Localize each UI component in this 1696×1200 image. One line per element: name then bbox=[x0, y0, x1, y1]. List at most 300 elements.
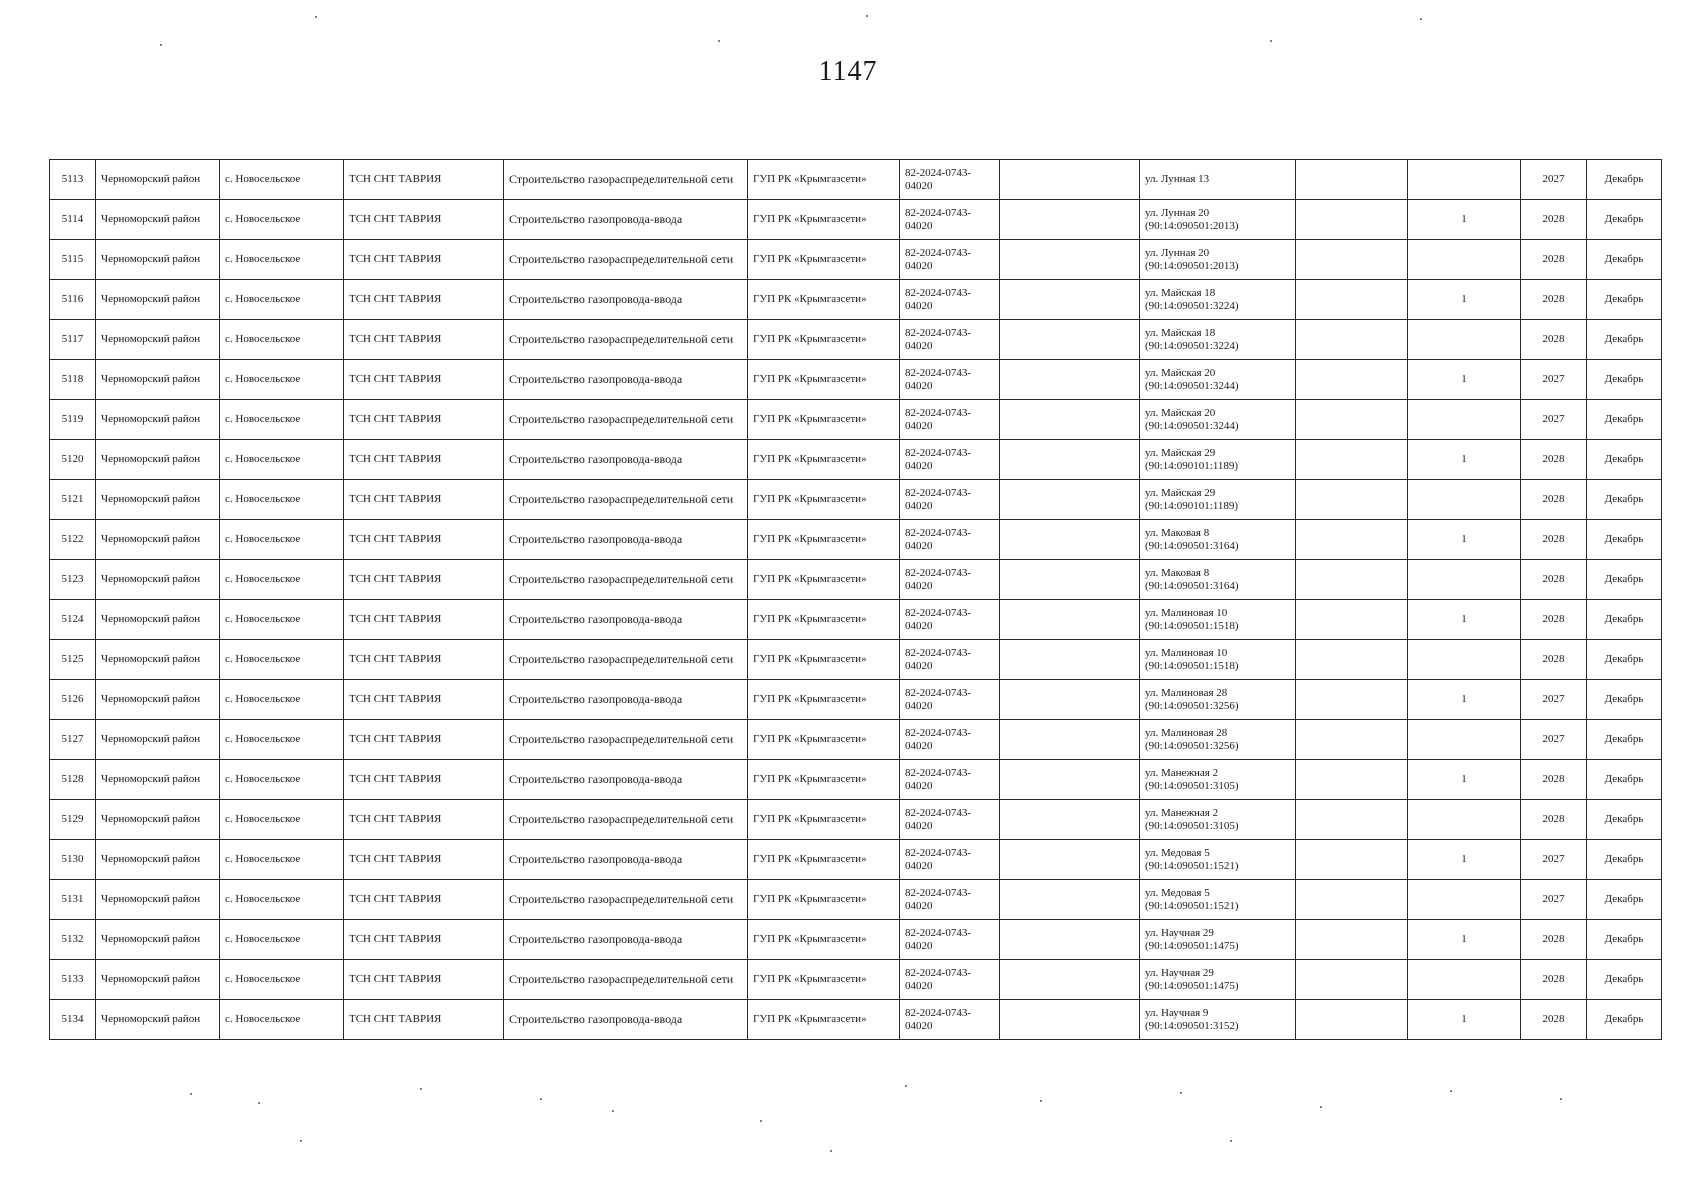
table-row bbox=[50, 1000, 1662, 1040]
work-type-cell: Строительство газопровода-ввода bbox=[504, 520, 748, 560]
quantity-cell: 1 bbox=[1408, 360, 1521, 400]
blank-cell bbox=[1000, 760, 1140, 800]
scan-speck bbox=[1420, 18, 1422, 20]
month-cell: Декабрь bbox=[1587, 720, 1662, 760]
blank-cell bbox=[1000, 480, 1140, 520]
row-number-cell: 5125 bbox=[50, 640, 96, 680]
code-cell: 82-2024-0743-04020 bbox=[900, 920, 1000, 960]
organization-cell: ТСН СНТ ТАВРИЯ bbox=[344, 200, 504, 240]
code-cell: 82-2024-0743-04020 bbox=[900, 440, 1000, 480]
organization-cell: ТСН СНТ ТАВРИЯ bbox=[344, 440, 504, 480]
year-cell: 2027 bbox=[1521, 880, 1587, 920]
village-cell: с. Новосельское bbox=[220, 280, 344, 320]
village-cell: с. Новосельское bbox=[220, 440, 344, 480]
year-cell: 2028 bbox=[1521, 280, 1587, 320]
scan-speck bbox=[1180, 1092, 1182, 1094]
year-cell: 2028 bbox=[1521, 800, 1587, 840]
row-number-cell: 5131 bbox=[50, 880, 96, 920]
scan-speck bbox=[718, 40, 720, 42]
work-type-cell: Строительство газопровода-ввода bbox=[504, 840, 748, 880]
quantity-cell bbox=[1408, 880, 1521, 920]
work-type-cell: Строительство газораспределительной сети bbox=[504, 400, 748, 440]
quantity-cell bbox=[1408, 800, 1521, 840]
scan-speck bbox=[300, 1140, 302, 1142]
table-row bbox=[50, 840, 1662, 880]
month-cell: Декабрь bbox=[1587, 600, 1662, 640]
year-cell: 2028 bbox=[1521, 240, 1587, 280]
year-cell: 2028 bbox=[1521, 600, 1587, 640]
operator-cell: ГУП РК «Крымгазсети» bbox=[748, 320, 900, 360]
month-cell: Декабрь bbox=[1587, 320, 1662, 360]
row-number-cell: 5113 bbox=[50, 160, 96, 200]
village-cell: с. Новосельское bbox=[220, 800, 344, 840]
scan-speck bbox=[315, 16, 317, 18]
village-cell: с. Новосельское bbox=[220, 200, 344, 240]
scan-speck bbox=[1230, 1140, 1232, 1142]
village-cell: с. Новосельское bbox=[220, 520, 344, 560]
work-type-cell: Строительство газопровода-ввода bbox=[504, 360, 748, 400]
quantity-cell bbox=[1408, 320, 1521, 360]
blank-cell bbox=[1296, 200, 1408, 240]
village-cell: с. Новосельское bbox=[220, 160, 344, 200]
month-cell: Декабрь bbox=[1587, 280, 1662, 320]
work-type-cell: Строительство газораспределительной сети bbox=[504, 160, 748, 200]
district-cell: Черноморский район bbox=[96, 760, 220, 800]
quantity-cell: 1 bbox=[1408, 1000, 1521, 1040]
blank-cell bbox=[1296, 920, 1408, 960]
month-cell: Декабрь bbox=[1587, 640, 1662, 680]
row-number-cell: 5133 bbox=[50, 960, 96, 1000]
quantity-cell: 1 bbox=[1408, 280, 1521, 320]
blank-cell bbox=[1296, 720, 1408, 760]
work-type-cell: Строительство газопровода-ввода bbox=[504, 280, 748, 320]
month-cell: Декабрь bbox=[1587, 200, 1662, 240]
district-cell: Черноморский район bbox=[96, 960, 220, 1000]
year-cell: 2028 bbox=[1521, 560, 1587, 600]
scan-speck bbox=[1450, 1090, 1452, 1092]
blank-cell bbox=[1296, 280, 1408, 320]
blank-cell bbox=[1296, 600, 1408, 640]
month-cell: Декабрь bbox=[1587, 840, 1662, 880]
month-cell: Декабрь bbox=[1587, 400, 1662, 440]
table-row bbox=[50, 200, 1662, 240]
code-cell: 82-2024-0743-04020 bbox=[900, 480, 1000, 520]
quantity-cell bbox=[1408, 640, 1521, 680]
row-number-cell: 5128 bbox=[50, 760, 96, 800]
year-cell: 2027 bbox=[1521, 720, 1587, 760]
address-cell: ул. Майская 18 (90:14:090501:3224) bbox=[1140, 320, 1296, 360]
row-number-cell: 5130 bbox=[50, 840, 96, 880]
year-cell: 2028 bbox=[1521, 520, 1587, 560]
operator-cell: ГУП РК «Крымгазсети» bbox=[748, 800, 900, 840]
village-cell: с. Новосельское bbox=[220, 960, 344, 1000]
table-row bbox=[50, 400, 1662, 440]
address-cell: ул. Лунная 20 (90:14:090501:2013) bbox=[1140, 200, 1296, 240]
scan-speck bbox=[540, 1098, 542, 1100]
blank-cell bbox=[1296, 520, 1408, 560]
work-type-cell: Строительство газопровода-ввода bbox=[504, 200, 748, 240]
operator-cell: ГУП РК «Крымгазсети» bbox=[748, 480, 900, 520]
blank-cell bbox=[1296, 680, 1408, 720]
organization-cell: ТСН СНТ ТАВРИЯ bbox=[344, 800, 504, 840]
work-type-cell: Строительство газопровода-ввода bbox=[504, 440, 748, 480]
month-cell: Декабрь bbox=[1587, 760, 1662, 800]
scan-speck bbox=[760, 1120, 762, 1122]
operator-cell: ГУП РК «Крымгазсети» bbox=[748, 960, 900, 1000]
table-row bbox=[50, 960, 1662, 1000]
code-cell: 82-2024-0743-04020 bbox=[900, 680, 1000, 720]
table-row bbox=[50, 240, 1662, 280]
quantity-cell: 1 bbox=[1408, 840, 1521, 880]
month-cell: Декабрь bbox=[1587, 680, 1662, 720]
blank-cell bbox=[1296, 1000, 1408, 1040]
address-cell: ул. Майская 20 (90:14:090501:3244) bbox=[1140, 400, 1296, 440]
address-cell: ул. Научная 29 (90:14:090501:1475) bbox=[1140, 960, 1296, 1000]
address-cell: ул. Манежная 2 (90:14:090501:3105) bbox=[1140, 760, 1296, 800]
year-cell: 2028 bbox=[1521, 960, 1587, 1000]
month-cell: Декабрь bbox=[1587, 520, 1662, 560]
blank-cell bbox=[1000, 440, 1140, 480]
table-row bbox=[50, 680, 1662, 720]
village-cell: с. Новосельское bbox=[220, 760, 344, 800]
address-cell: ул. Малиновая 10 (90:14:090501:1518) bbox=[1140, 600, 1296, 640]
blank-cell bbox=[1296, 880, 1408, 920]
operator-cell: ГУП РК «Крымгазсети» bbox=[748, 560, 900, 600]
quantity-cell bbox=[1408, 480, 1521, 520]
scan-speck bbox=[160, 44, 162, 46]
blank-cell bbox=[1000, 200, 1140, 240]
address-cell: ул. Маковая 8 (90:14:090501:3164) bbox=[1140, 520, 1296, 560]
row-number-cell: 5127 bbox=[50, 720, 96, 760]
code-cell: 82-2024-0743-04020 bbox=[900, 520, 1000, 560]
district-cell: Черноморский район bbox=[96, 240, 220, 280]
work-type-cell: Строительство газораспределительной сети bbox=[504, 320, 748, 360]
code-cell: 82-2024-0743-04020 bbox=[900, 200, 1000, 240]
village-cell: с. Новосельское bbox=[220, 680, 344, 720]
district-cell: Черноморский район bbox=[96, 480, 220, 520]
row-number-cell: 5115 bbox=[50, 240, 96, 280]
operator-cell: ГУП РК «Крымгазсети» bbox=[748, 360, 900, 400]
address-cell: ул. Майская 18 (90:14:090501:3224) bbox=[1140, 280, 1296, 320]
address-cell: ул. Майская 29 (90:14:090101:1189) bbox=[1140, 480, 1296, 520]
work-type-cell: Строительство газораспределительной сети bbox=[504, 240, 748, 280]
address-cell: ул. Медовая 5 (90:14:090501:1521) bbox=[1140, 840, 1296, 880]
blank-cell bbox=[1296, 440, 1408, 480]
district-cell: Черноморский район bbox=[96, 440, 220, 480]
quantity-cell: 1 bbox=[1408, 600, 1521, 640]
organization-cell: ТСН СНТ ТАВРИЯ bbox=[344, 160, 504, 200]
address-cell: ул. Научная 9 (90:14:090501:3152) bbox=[1140, 1000, 1296, 1040]
blank-cell bbox=[1296, 960, 1408, 1000]
address-cell: ул. Медовая 5 (90:14:090501:1521) bbox=[1140, 880, 1296, 920]
code-cell: 82-2024-0743-04020 bbox=[900, 800, 1000, 840]
table-row bbox=[50, 560, 1662, 600]
year-cell: 2027 bbox=[1521, 160, 1587, 200]
blank-cell bbox=[1000, 680, 1140, 720]
blank-cell bbox=[1000, 960, 1140, 1000]
organization-cell: ТСН СНТ ТАВРИЯ bbox=[344, 360, 504, 400]
blank-cell bbox=[1000, 160, 1140, 200]
operator-cell: ГУП РК «Крымгазсети» bbox=[748, 840, 900, 880]
organization-cell: ТСН СНТ ТАВРИЯ bbox=[344, 560, 504, 600]
blank-cell bbox=[1296, 640, 1408, 680]
code-cell: 82-2024-0743-04020 bbox=[900, 720, 1000, 760]
row-number-cell: 5124 bbox=[50, 600, 96, 640]
table-row bbox=[50, 920, 1662, 960]
table-row bbox=[50, 880, 1662, 920]
district-cell: Черноморский район bbox=[96, 840, 220, 880]
blank-cell bbox=[1000, 1000, 1140, 1040]
district-cell: Черноморский район bbox=[96, 400, 220, 440]
row-number-cell: 5121 bbox=[50, 480, 96, 520]
row-number-cell: 5119 bbox=[50, 400, 96, 440]
scan-speck bbox=[830, 1150, 832, 1152]
month-cell: Декабрь bbox=[1587, 960, 1662, 1000]
work-type-cell: Строительство газораспределительной сети bbox=[504, 480, 748, 520]
table-body bbox=[50, 160, 1662, 1040]
work-type-cell: Строительство газопровода-ввода bbox=[504, 1000, 748, 1040]
quantity-cell bbox=[1408, 720, 1521, 760]
year-cell: 2027 bbox=[1521, 840, 1587, 880]
operator-cell: ГУП РК «Крымгазсети» bbox=[748, 280, 900, 320]
code-cell: 82-2024-0743-04020 bbox=[900, 840, 1000, 880]
blank-cell bbox=[1000, 920, 1140, 960]
work-type-cell: Строительство газопровода-ввода bbox=[504, 680, 748, 720]
month-cell: Декабрь bbox=[1587, 560, 1662, 600]
blank-cell bbox=[1296, 480, 1408, 520]
year-cell: 2027 bbox=[1521, 360, 1587, 400]
organization-cell: ТСН СНТ ТАВРИЯ bbox=[344, 280, 504, 320]
scan-speck bbox=[905, 1085, 907, 1087]
quantity-cell: 1 bbox=[1408, 680, 1521, 720]
year-cell: 2028 bbox=[1521, 440, 1587, 480]
year-cell: 2028 bbox=[1521, 320, 1587, 360]
table-row bbox=[50, 760, 1662, 800]
year-cell: 2028 bbox=[1521, 640, 1587, 680]
scan-speck bbox=[1560, 1098, 1562, 1100]
code-cell: 82-2024-0743-04020 bbox=[900, 600, 1000, 640]
address-cell: ул. Маковая 8 (90:14:090501:3164) bbox=[1140, 560, 1296, 600]
table-row bbox=[50, 360, 1662, 400]
district-cell: Черноморский район bbox=[96, 200, 220, 240]
blank-cell bbox=[1000, 640, 1140, 680]
operator-cell: ГУП РК «Крымгазсети» bbox=[748, 680, 900, 720]
blank-cell bbox=[1000, 840, 1140, 880]
year-cell: 2028 bbox=[1521, 760, 1587, 800]
row-number-cell: 5120 bbox=[50, 440, 96, 480]
row-number-cell: 5123 bbox=[50, 560, 96, 600]
scan-speck bbox=[866, 15, 868, 17]
district-cell: Черноморский район bbox=[96, 920, 220, 960]
organization-cell: ТСН СНТ ТАВРИЯ bbox=[344, 480, 504, 520]
code-cell: 82-2024-0743-04020 bbox=[900, 960, 1000, 1000]
operator-cell: ГУП РК «Крымгазсети» bbox=[748, 600, 900, 640]
blank-cell bbox=[1296, 760, 1408, 800]
district-cell: Черноморский район bbox=[96, 880, 220, 920]
blank-cell bbox=[1296, 800, 1408, 840]
quantity-cell: 1 bbox=[1408, 520, 1521, 560]
blank-cell bbox=[1000, 280, 1140, 320]
month-cell: Декабрь bbox=[1587, 440, 1662, 480]
blank-cell bbox=[1296, 160, 1408, 200]
table-row bbox=[50, 440, 1662, 480]
year-cell: 2028 bbox=[1521, 200, 1587, 240]
table-row bbox=[50, 600, 1662, 640]
address-cell: ул. Малиновая 10 (90:14:090501:1518) bbox=[1140, 640, 1296, 680]
scan-speck bbox=[1270, 40, 1272, 42]
operator-cell: ГУП РК «Крымгазсети» bbox=[748, 240, 900, 280]
work-type-cell: Строительство газораспределительной сети bbox=[504, 960, 748, 1000]
operator-cell: ГУП РК «Крымгазсети» bbox=[748, 200, 900, 240]
organization-cell: ТСН СНТ ТАВРИЯ bbox=[344, 1000, 504, 1040]
blank-cell bbox=[1296, 560, 1408, 600]
month-cell: Декабрь bbox=[1587, 360, 1662, 400]
address-cell: ул. Научная 29 (90:14:090501:1475) bbox=[1140, 920, 1296, 960]
operator-cell: ГУП РК «Крымгазсети» bbox=[748, 160, 900, 200]
work-type-cell: Строительство газораспределительной сети bbox=[504, 800, 748, 840]
district-cell: Черноморский район bbox=[96, 600, 220, 640]
month-cell: Декабрь bbox=[1587, 160, 1662, 200]
organization-cell: ТСН СНТ ТАВРИЯ bbox=[344, 760, 504, 800]
address-cell: ул. Малиновая 28 (90:14:090501:3256) bbox=[1140, 720, 1296, 760]
row-number-cell: 5134 bbox=[50, 1000, 96, 1040]
table-row bbox=[50, 280, 1662, 320]
scan-speck bbox=[1320, 1106, 1322, 1108]
table-row bbox=[50, 160, 1662, 200]
village-cell: с. Новосельское bbox=[220, 920, 344, 960]
code-cell: 82-2024-0743-04020 bbox=[900, 320, 1000, 360]
blank-cell bbox=[1000, 560, 1140, 600]
quantity-cell bbox=[1408, 400, 1521, 440]
village-cell: с. Новосельское bbox=[220, 480, 344, 520]
blank-cell bbox=[1000, 360, 1140, 400]
address-cell: ул. Манежная 2 (90:14:090501:3105) bbox=[1140, 800, 1296, 840]
quantity-cell bbox=[1408, 960, 1521, 1000]
table-row bbox=[50, 640, 1662, 680]
blank-cell bbox=[1296, 240, 1408, 280]
year-cell: 2028 bbox=[1521, 1000, 1587, 1040]
row-number-cell: 5116 bbox=[50, 280, 96, 320]
district-cell: Черноморский район bbox=[96, 320, 220, 360]
village-cell: с. Новосельское bbox=[220, 560, 344, 600]
quantity-cell: 1 bbox=[1408, 200, 1521, 240]
village-cell: с. Новосельское bbox=[220, 360, 344, 400]
quantity-cell: 1 bbox=[1408, 760, 1521, 800]
table-row bbox=[50, 320, 1662, 360]
month-cell: Декабрь bbox=[1587, 880, 1662, 920]
district-cell: Черноморский район bbox=[96, 1000, 220, 1040]
organization-cell: ТСН СНТ ТАВРИЯ bbox=[344, 920, 504, 960]
organization-cell: ТСН СНТ ТАВРИЯ bbox=[344, 240, 504, 280]
scan-speck bbox=[258, 1102, 260, 1104]
district-cell: Черноморский район bbox=[96, 680, 220, 720]
village-cell: с. Новосельское bbox=[220, 240, 344, 280]
work-type-cell: Строительство газопровода-ввода bbox=[504, 920, 748, 960]
organization-cell: ТСН СНТ ТАВРИЯ bbox=[344, 880, 504, 920]
operator-cell: ГУП РК «Крымгазсети» bbox=[748, 520, 900, 560]
blank-cell bbox=[1000, 320, 1140, 360]
row-number-cell: 5114 bbox=[50, 200, 96, 240]
code-cell: 82-2024-0743-04020 bbox=[900, 280, 1000, 320]
table-row bbox=[50, 480, 1662, 520]
quantity-cell bbox=[1408, 160, 1521, 200]
quantity-cell: 1 bbox=[1408, 440, 1521, 480]
year-cell: 2027 bbox=[1521, 680, 1587, 720]
village-cell: с. Новосельское bbox=[220, 320, 344, 360]
operator-cell: ГУП РК «Крымгазсети» bbox=[748, 720, 900, 760]
row-number-cell: 5126 bbox=[50, 680, 96, 720]
row-number-cell: 5129 bbox=[50, 800, 96, 840]
work-type-cell: Строительство газораспределительной сети bbox=[504, 640, 748, 680]
row-number-cell: 5132 bbox=[50, 920, 96, 960]
work-type-cell: Строительство газопровода-ввода bbox=[504, 600, 748, 640]
scan-speck bbox=[420, 1088, 422, 1090]
quantity-cell bbox=[1408, 240, 1521, 280]
operator-cell: ГУП РК «Крымгазсети» bbox=[748, 640, 900, 680]
month-cell: Декабрь bbox=[1587, 800, 1662, 840]
scan-speck bbox=[612, 1110, 614, 1112]
code-cell: 82-2024-0743-04020 bbox=[900, 640, 1000, 680]
village-cell: с. Новосельское bbox=[220, 840, 344, 880]
row-number-cell: 5118 bbox=[50, 360, 96, 400]
district-cell: Черноморский район bbox=[96, 560, 220, 600]
code-cell: 82-2024-0743-04020 bbox=[900, 880, 1000, 920]
blank-cell bbox=[1000, 880, 1140, 920]
address-cell: ул. Лунная 20 (90:14:090501:2013) bbox=[1140, 240, 1296, 280]
district-cell: Черноморский район bbox=[96, 720, 220, 760]
organization-cell: ТСН СНТ ТАВРИЯ bbox=[344, 400, 504, 440]
work-type-cell: Строительство газораспределительной сети bbox=[504, 560, 748, 600]
address-cell: ул. Майская 29 (90:14:090101:1189) bbox=[1140, 440, 1296, 480]
organization-cell: ТСН СНТ ТАВРИЯ bbox=[344, 960, 504, 1000]
village-cell: с. Новосельское bbox=[220, 880, 344, 920]
operator-cell: ГУП РК «Крымгазсети» bbox=[748, 920, 900, 960]
year-cell: 2028 bbox=[1521, 480, 1587, 520]
village-cell: с. Новосельское bbox=[220, 1000, 344, 1040]
code-cell: 82-2024-0743-04020 bbox=[900, 400, 1000, 440]
code-cell: 82-2024-0743-04020 bbox=[900, 1000, 1000, 1040]
blank-cell bbox=[1000, 600, 1140, 640]
organization-cell: ТСН СНТ ТАВРИЯ bbox=[344, 520, 504, 560]
month-cell: Декабрь bbox=[1587, 240, 1662, 280]
district-cell: Черноморский район bbox=[96, 640, 220, 680]
quantity-cell bbox=[1408, 560, 1521, 600]
district-cell: Черноморский район bbox=[96, 160, 220, 200]
work-type-cell: Строительство газораспределительной сети bbox=[504, 720, 748, 760]
village-cell: с. Новосельское bbox=[220, 400, 344, 440]
blank-cell bbox=[1296, 400, 1408, 440]
district-cell: Черноморский район bbox=[96, 800, 220, 840]
district-cell: Черноморский район bbox=[96, 280, 220, 320]
blank-cell bbox=[1296, 360, 1408, 400]
operator-cell: ГУП РК «Крымгазсети» bbox=[748, 1000, 900, 1040]
organization-cell: ТСН СНТ ТАВРИЯ bbox=[344, 720, 504, 760]
operator-cell: ГУП РК «Крымгазсети» bbox=[748, 400, 900, 440]
address-cell: ул. Майская 20 (90:14:090501:3244) bbox=[1140, 360, 1296, 400]
table-row bbox=[50, 720, 1662, 760]
month-cell: Декабрь bbox=[1587, 920, 1662, 960]
month-cell: Декабрь bbox=[1587, 480, 1662, 520]
scan-speck bbox=[190, 1093, 192, 1095]
blank-cell bbox=[1000, 800, 1140, 840]
organization-cell: ТСН СНТ ТАВРИЯ bbox=[344, 320, 504, 360]
code-cell: 82-2024-0743-04020 bbox=[900, 560, 1000, 600]
operator-cell: ГУП РК «Крымгазсети» bbox=[748, 440, 900, 480]
code-cell: 82-2024-0743-04020 bbox=[900, 360, 1000, 400]
blank-cell bbox=[1000, 400, 1140, 440]
blank-cell bbox=[1000, 240, 1140, 280]
year-cell: 2027 bbox=[1521, 400, 1587, 440]
